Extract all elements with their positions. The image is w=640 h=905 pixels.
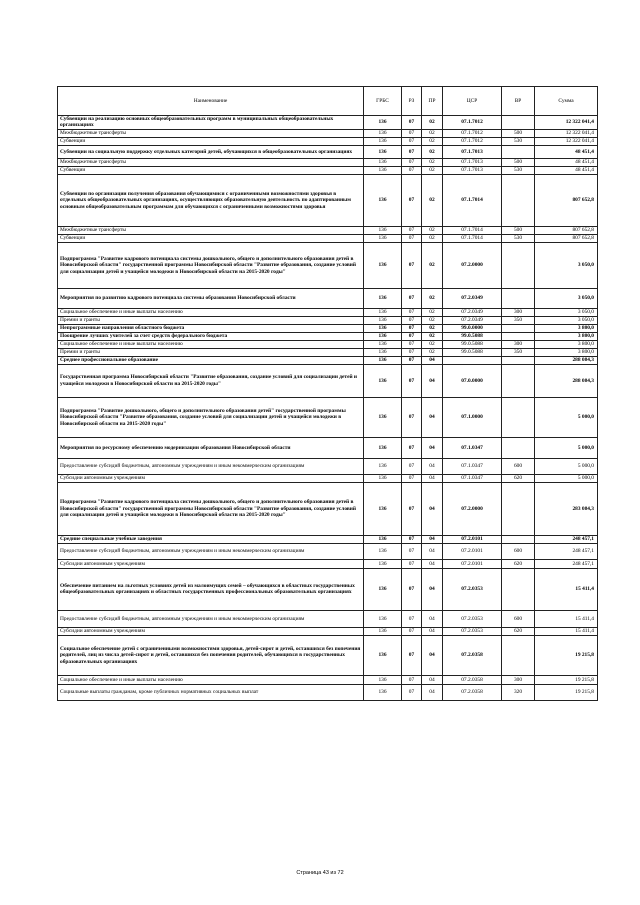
cell-pr: 04: [422, 543, 443, 559]
cell-rz: 07: [402, 324, 422, 332]
cell-vr: [502, 568, 535, 610]
cell-rz: 07: [402, 129, 422, 137]
cell-sum: 19 215,8: [535, 635, 598, 675]
cell-grbs: 136: [364, 543, 402, 559]
cell-csr: 07.2.0000: [443, 482, 502, 535]
cell-name: Социальные выплаты гражданам, кроме публичных нормативных социальных выплат: [58, 684, 364, 700]
table-row: [58, 129, 598, 137]
cell-csr: 07.0.0000: [443, 364, 502, 397]
cell-rz: 07: [402, 482, 422, 535]
cell-grbs: 136: [364, 684, 402, 700]
cell-name: Субвенции на реализацию основных общеобразовательных программ в муниципальных общеобразовательных организациях: [58, 116, 364, 130]
cell-vr: [502, 116, 535, 130]
table-row: [58, 316, 598, 324]
header-pr: ПР: [422, 87, 443, 116]
cell-grbs: 136: [364, 675, 402, 684]
cell-csr: 99.0.5088: [443, 348, 502, 356]
table-row: [58, 610, 598, 627]
cell-vr: 500: [502, 158, 535, 166]
cell-name: Средние специальные учебные заведения: [58, 535, 364, 543]
cell-csr: 07.1.0347: [443, 474, 502, 482]
cell-vr: 350: [502, 316, 535, 324]
cell-name: Мероприятия по развитию кадрового потенциала системы образования Новосибирской области: [58, 288, 364, 308]
cell-name: Предоставление субсидий бюджетным, автономным учреждениям и иным некоммерческим организациям: [58, 543, 364, 559]
cell-pr: 02: [422, 137, 443, 145]
cell-vr: 620: [502, 474, 535, 482]
cell-sum: 3 800,0: [535, 324, 598, 332]
cell-name: Государственная программа Новосибирской области "Развитие образования, создание условий для социализации детей и учащейся молодежи в Новосибирской области на 2015-2020 годы": [58, 364, 364, 397]
cell-vr: 620: [502, 559, 535, 568]
cell-csr: 99.0.5088: [443, 340, 502, 348]
cell-sum: 12 322 041,4: [535, 137, 598, 145]
cell-grbs: 136: [364, 166, 402, 174]
cell-grbs: 136: [364, 324, 402, 332]
table-row: [58, 684, 598, 700]
cell-pr: 02: [422, 308, 443, 316]
cell-name: Социальное обеспечение и иные выплаты населению: [58, 340, 364, 348]
cell-rz: 07: [402, 116, 422, 130]
cell-sum: 3 800,0: [535, 340, 598, 348]
cell-rz: 07: [402, 627, 422, 635]
cell-vr: [502, 437, 535, 458]
cell-name: Подпрограмма "Развитие кадрового потенциала системы дошкольного, общего и дополнительного образования детей в Новосибирской области" государственной программы Новосибирской области "Развитие образования, создание условий для социализации детей и учащейся молодежи в Новосибирской области на 2015-2020 годы": [58, 482, 364, 535]
cell-sum: 19 215,8: [535, 684, 598, 700]
cell-rz: 07: [402, 356, 422, 364]
cell-sum: 15 411,4: [535, 610, 598, 627]
cell-sum: 5 000,0: [535, 458, 598, 474]
cell-vr: 530: [502, 234, 535, 242]
cell-pr: 02: [422, 316, 443, 324]
table-row: [58, 627, 598, 635]
cell-grbs: 136: [364, 158, 402, 166]
cell-csr: 07.1.0000: [443, 397, 502, 437]
table-row: [58, 543, 598, 559]
cell-rz: 07: [402, 145, 422, 158]
header-sum: Сумма: [535, 87, 598, 116]
table-row: [58, 348, 598, 356]
cell-rz: 07: [402, 458, 422, 474]
cell-rz: 07: [402, 437, 422, 458]
cell-pr: 04: [422, 437, 443, 458]
table-row: [58, 356, 598, 364]
table-row: [58, 166, 598, 174]
cell-pr: 04: [422, 474, 443, 482]
cell-grbs: 136: [364, 340, 402, 348]
cell-grbs: 136: [364, 316, 402, 324]
cell-pr: 02: [422, 158, 443, 166]
table-row: [58, 340, 598, 348]
cell-rz: 07: [402, 635, 422, 675]
cell-vr: [502, 535, 535, 543]
table-row: [58, 116, 598, 130]
cell-pr: 02: [422, 340, 443, 348]
cell-vr: 600: [502, 458, 535, 474]
cell-sum: 248 457,1: [535, 559, 598, 568]
cell-pr: 04: [422, 364, 443, 397]
table-row: [58, 158, 598, 166]
cell-vr: [502, 397, 535, 437]
cell-vr: [502, 145, 535, 158]
cell-name: Подпрограмма "Развитие кадрового потенциала системы дошкольного, общего и дополнительного образования детей в Новосибирской области" государственной программы Новосибирской области "Развитие образования, создание условий для социализации детей и учащейся молодежи в Новосибирской области на 2015-2020 годы": [58, 242, 364, 288]
cell-grbs: 136: [364, 226, 402, 234]
cell-csr: 07.2.0101: [443, 543, 502, 559]
cell-grbs: 136: [364, 174, 402, 226]
cell-vr: [502, 324, 535, 332]
cell-grbs: 136: [364, 348, 402, 356]
cell-grbs: 136: [364, 568, 402, 610]
cell-sum: 807 652,8: [535, 234, 598, 242]
cell-name: Субвенции по организации получения образования обучающимися с ограниченными возможностями здоровья в отдельных общеобразовательных организациях, осуществляющих образовательную деятельность по адаптированным основным общеобразовательным программам для обучающихся с ограниченными возможностями здоровья: [58, 174, 364, 226]
cell-grbs: 136: [364, 535, 402, 543]
table-row: [58, 332, 598, 340]
cell-grbs: 136: [364, 129, 402, 137]
table-row: [58, 397, 598, 437]
cell-csr: 07.2.0349: [443, 316, 502, 324]
cell-sum: 5 000,0: [535, 474, 598, 482]
cell-name: Среднее профессиональное образование: [58, 356, 364, 364]
cell-name: Субсидии автономным учреждениям: [58, 474, 364, 482]
cell-csr: 99.0.5088: [443, 332, 502, 340]
cell-rz: 07: [402, 543, 422, 559]
cell-vr: [502, 174, 535, 226]
cell-sum: 3 050,0: [535, 242, 598, 288]
cell-rz: 07: [402, 316, 422, 324]
cell-grbs: 136: [364, 610, 402, 627]
cell-name: Социальное обеспечение и иные выплаты населению: [58, 675, 364, 684]
cell-pr: 04: [422, 458, 443, 474]
cell-name: Субвенции на социальную поддержку отдельных категорий детей, обучающихся в общеобразовательных организациях: [58, 145, 364, 158]
cell-csr: 07.2.0353: [443, 568, 502, 610]
table-row: [58, 174, 598, 226]
cell-rz: 07: [402, 675, 422, 684]
cell-grbs: 136: [364, 482, 402, 535]
cell-pr: 04: [422, 397, 443, 437]
cell-name: Непрограммные направления областного бюджета: [58, 324, 364, 332]
cell-csr: 99.0.0000: [443, 324, 502, 332]
cell-rz: 07: [402, 397, 422, 437]
cell-pr: 02: [422, 324, 443, 332]
cell-csr: 07.2.0353: [443, 610, 502, 627]
cell-name: Межбюджетные трансферты: [58, 226, 364, 234]
cell-vr: 500: [502, 129, 535, 137]
cell-rz: 07: [402, 474, 422, 482]
cell-grbs: 136: [364, 458, 402, 474]
cell-csr: 07.1.7012: [443, 137, 502, 145]
cell-vr: 350: [502, 348, 535, 356]
cell-csr: 07.1.7012: [443, 116, 502, 130]
table-row: [58, 437, 598, 458]
cell-name: Субсидии автономным учреждениям: [58, 559, 364, 568]
table-row: [58, 364, 598, 397]
cell-rz: 07: [402, 242, 422, 288]
header-grbs: ГРБС: [364, 87, 402, 116]
table-row: [58, 145, 598, 158]
cell-name: Межбюджетные трансферты: [58, 158, 364, 166]
cell-csr: 07.2.0358: [443, 684, 502, 700]
cell-pr: 02: [422, 348, 443, 356]
table-row: [58, 226, 598, 234]
cell-grbs: 136: [364, 137, 402, 145]
cell-grbs: 136: [364, 437, 402, 458]
cell-grbs: 136: [364, 332, 402, 340]
page-number: Страница 43 из 72: [296, 870, 344, 876]
cell-name: Мероприятия по ресурсному обеспечению модернизации образования Новосибирской области: [58, 437, 364, 458]
cell-sum: 288 084,3: [535, 356, 598, 364]
cell-grbs: 136: [364, 559, 402, 568]
cell-vr: [502, 635, 535, 675]
cell-vr: 320: [502, 684, 535, 700]
cell-csr: 07.2.0101: [443, 559, 502, 568]
cell-csr: 07.1.7012: [443, 129, 502, 137]
cell-rz: 07: [402, 166, 422, 174]
cell-grbs: 136: [364, 356, 402, 364]
cell-grbs: 136: [364, 242, 402, 288]
cell-sum: 288 084,3: [535, 364, 598, 397]
cell-sum: 48 451,4: [535, 145, 598, 158]
cell-vr: [502, 288, 535, 308]
cell-rz: 07: [402, 364, 422, 397]
cell-rz: 07: [402, 332, 422, 340]
cell-grbs: 136: [364, 474, 402, 482]
cell-pr: 04: [422, 535, 443, 543]
cell-grbs: 136: [364, 397, 402, 437]
cell-csr: 07.1.7014: [443, 234, 502, 242]
cell-vr: 300: [502, 340, 535, 348]
table-row: [58, 324, 598, 332]
header-rz: РЗ: [402, 87, 422, 116]
cell-rz: 07: [402, 340, 422, 348]
cell-csr: 07.2.0000: [443, 242, 502, 288]
table-row: [58, 482, 598, 535]
header-csr: ЦСР: [443, 87, 502, 116]
budget-table: [57, 86, 598, 701]
cell-pr: 04: [422, 568, 443, 610]
cell-sum: 807 652,8: [535, 174, 598, 226]
cell-pr: 02: [422, 166, 443, 174]
table-row: [58, 635, 598, 675]
table-header-row: [58, 87, 598, 116]
cell-pr: 02: [422, 226, 443, 234]
cell-name: Социальное обеспечение детей с ограниченными возможностями здоровья, детей-сирот и детей, оставшихся без попечения родителей, лиц из числа детей-сирот и детей, оставшихся без попечения родителей, обучающихся в государственных образовательных организациях: [58, 635, 364, 675]
cell-grbs: 136: [364, 145, 402, 158]
cell-sum: 15 411,4: [535, 568, 598, 610]
cell-pr: 02: [422, 332, 443, 340]
cell-csr: 07.2.0358: [443, 675, 502, 684]
cell-pr: 02: [422, 129, 443, 137]
cell-csr: 07.2.0101: [443, 535, 502, 543]
cell-pr: 02: [422, 145, 443, 158]
cell-rz: 07: [402, 158, 422, 166]
cell-rz: 07: [402, 174, 422, 226]
cell-grbs: 136: [364, 116, 402, 130]
cell-pr: 04: [422, 675, 443, 684]
cell-sum: 19 215,8: [535, 675, 598, 684]
cell-sum: 283 084,3: [535, 482, 598, 535]
cell-rz: 07: [402, 234, 422, 242]
cell-rz: 07: [402, 348, 422, 356]
cell-vr: 620: [502, 627, 535, 635]
cell-pr: 04: [422, 482, 443, 535]
cell-csr: 07.1.7013: [443, 166, 502, 174]
cell-rz: 07: [402, 610, 422, 627]
cell-sum: 12 322 041,4: [535, 129, 598, 137]
cell-grbs: 136: [364, 364, 402, 397]
cell-vr: [502, 242, 535, 288]
cell-vr: [502, 356, 535, 364]
table-row: [58, 234, 598, 242]
cell-pr: 04: [422, 559, 443, 568]
cell-sum: 12 322 041,4: [535, 116, 598, 130]
table-row: [58, 474, 598, 482]
cell-csr: 07.1.7014: [443, 226, 502, 234]
cell-name: Поощрение лучших учителей за счет средств федерального бюджета: [58, 332, 364, 340]
table-row: [58, 675, 598, 684]
cell-sum: 15 411,4: [535, 627, 598, 635]
cell-grbs: 136: [364, 288, 402, 308]
table-row: [58, 288, 598, 308]
cell-csr: 07.2.0358: [443, 635, 502, 675]
cell-vr: 600: [502, 543, 535, 559]
cell-name: Субвенции: [58, 137, 364, 145]
table-row: [58, 568, 598, 610]
cell-grbs: 136: [364, 635, 402, 675]
cell-rz: 07: [402, 559, 422, 568]
cell-csr: 07.2.0349: [443, 308, 502, 316]
cell-rz: 07: [402, 535, 422, 543]
cell-pr: 04: [422, 356, 443, 364]
cell-name: Премии и гранты: [58, 316, 364, 324]
table-row: [58, 137, 598, 145]
cell-grbs: 136: [364, 627, 402, 635]
table-row: [58, 535, 598, 543]
cell-pr: 04: [422, 684, 443, 700]
cell-sum: 5 000,0: [535, 397, 598, 437]
cell-csr: 07.1.7013: [443, 158, 502, 166]
cell-vr: 300: [502, 308, 535, 316]
header-vr: ВР: [502, 87, 535, 116]
cell-name: Предоставление субсидий бюджетным, автономным учреждениям и иным некоммерческим организациям: [58, 610, 364, 627]
cell-csr: [443, 356, 502, 364]
cell-sum: 3 050,0: [535, 288, 598, 308]
cell-sum: 5 000,0: [535, 437, 598, 458]
cell-rz: 07: [402, 288, 422, 308]
cell-rz: 07: [402, 308, 422, 316]
cell-name: Субвенции: [58, 234, 364, 242]
cell-pr: 02: [422, 116, 443, 130]
cell-vr: 530: [502, 166, 535, 174]
table-row: [58, 458, 598, 474]
cell-sum: 3 050,0: [535, 308, 598, 316]
cell-csr: 07.1.0347: [443, 458, 502, 474]
cell-name: Предоставление субсидий бюджетным, автономным учреждениям и иным некоммерческим организациям: [58, 458, 364, 474]
cell-vr: [502, 332, 535, 340]
table-row: [58, 559, 598, 568]
cell-grbs: 136: [364, 308, 402, 316]
cell-vr: 300: [502, 675, 535, 684]
cell-sum: 48 451,4: [535, 158, 598, 166]
table-row: [58, 308, 598, 316]
header-name: Наименование: [58, 87, 364, 116]
cell-vr: [502, 364, 535, 397]
cell-vr: 530: [502, 137, 535, 145]
cell-pr: 04: [422, 610, 443, 627]
cell-sum: 248 457,1: [535, 535, 598, 543]
cell-pr: 04: [422, 635, 443, 675]
cell-sum: 3 050,0: [535, 316, 598, 324]
cell-name: Межбюджетные трансферты: [58, 129, 364, 137]
table-row: [58, 242, 598, 288]
cell-csr: 07.2.0353: [443, 627, 502, 635]
cell-pr: 04: [422, 627, 443, 635]
cell-vr: 600: [502, 610, 535, 627]
table-body: [58, 116, 598, 701]
cell-sum: 3 800,0: [535, 348, 598, 356]
cell-pr: 02: [422, 174, 443, 226]
cell-name: Субсидии автономным учреждениям: [58, 627, 364, 635]
cell-csr: 07.1.7014: [443, 174, 502, 226]
cell-name: Подпрограмма "Развитие дошкольного, общего и дополнительного образования детей" государственной программы Новосибирской области "Развитие образования, создание условий для социализации детей и учащейся молодежи в Новосибирской области на 2015-2020 годы": [58, 397, 364, 437]
cell-vr: 500: [502, 226, 535, 234]
cell-sum: 3 800,0: [535, 332, 598, 340]
cell-sum: 48 451,4: [535, 166, 598, 174]
cell-name: Обеспечение питанием на льготных условиях детей из малоимущих семей – обучающихся в областных государственных общеобразовательных организациях и областных государственных профессиональных образовательных организациях: [58, 568, 364, 610]
cell-sum: 248 457,1: [535, 543, 598, 559]
cell-csr: 07.1.7013: [443, 145, 502, 158]
cell-grbs: 136: [364, 234, 402, 242]
cell-pr: 02: [422, 234, 443, 242]
cell-vr: [502, 482, 535, 535]
cell-sum: 807 652,8: [535, 226, 598, 234]
cell-name: Субвенции: [58, 166, 364, 174]
cell-pr: 02: [422, 242, 443, 288]
cell-name: Премии и гранты: [58, 348, 364, 356]
cell-rz: 07: [402, 684, 422, 700]
cell-csr: 07.1.0347: [443, 437, 502, 458]
cell-rz: 07: [402, 226, 422, 234]
cell-pr: 02: [422, 288, 443, 308]
cell-csr: 07.2.0349: [443, 288, 502, 308]
cell-rz: 07: [402, 568, 422, 610]
cell-rz: 07: [402, 137, 422, 145]
cell-name: Социальное обеспечение и иные выплаты населению: [58, 308, 364, 316]
